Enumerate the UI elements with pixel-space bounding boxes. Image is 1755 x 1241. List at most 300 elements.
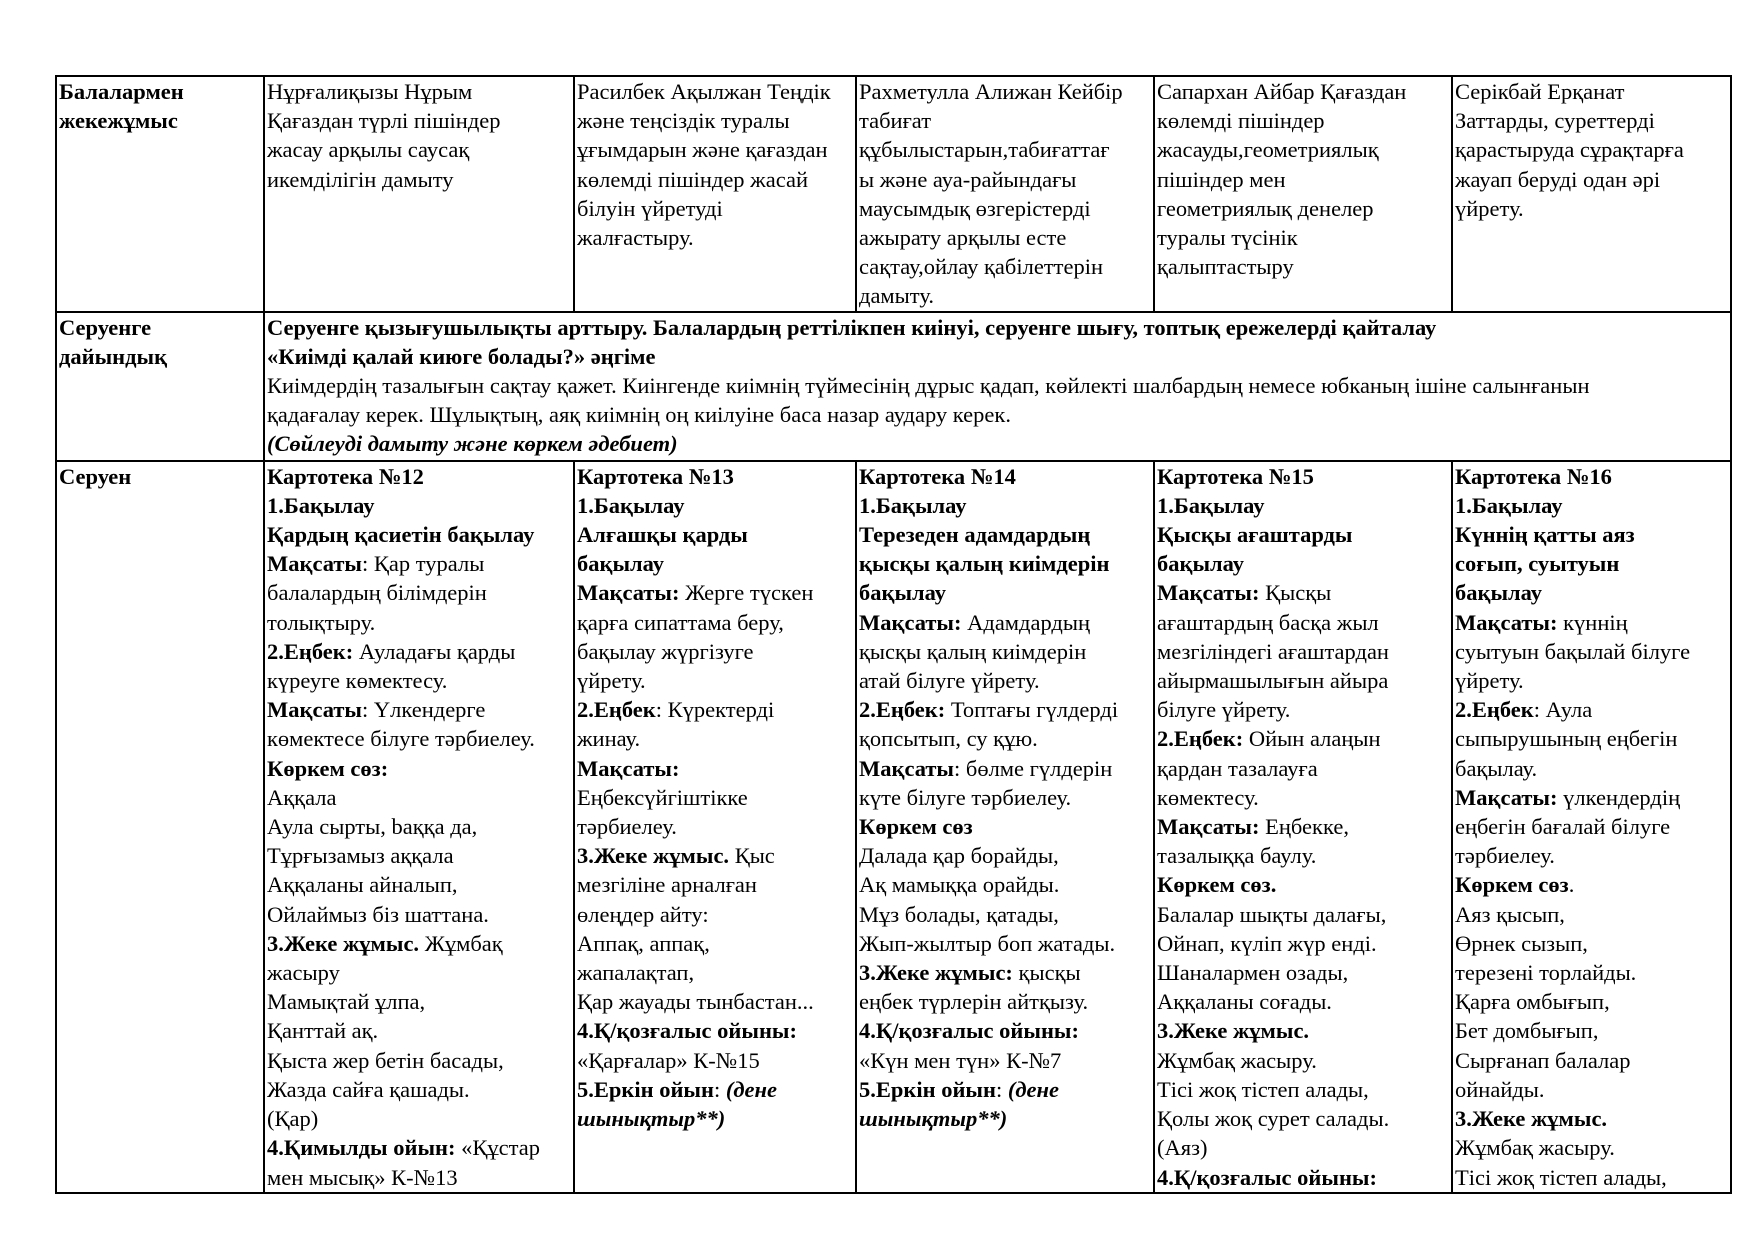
walk-prep-text: Киімдердің тазалығын сақтау қажет. Киінгенде киімнің түймесінің дұрыс қадап, көйлекті шалбардың немесе юбканың ішіне салынғанын	[267, 373, 1590, 399]
card-line	[267, 841, 572, 870]
card-line	[1157, 578, 1450, 607]
card-line-text: Еңбексүйгіштікке	[577, 784, 748, 810]
card-line-text: бақылау	[577, 551, 665, 577]
card-line	[859, 900, 1152, 929]
card-line-text: суытуын бақылай білуге	[1455, 638, 1691, 664]
card-line-text: өлеңдер айту:	[577, 901, 709, 927]
card-line	[577, 578, 854, 607]
card-line-text: Адамдардың	[961, 609, 1091, 635]
card-line-text: еңбегін бағалай білуге	[1455, 814, 1671, 840]
card-line-italic: шынықтыр**)	[577, 1106, 726, 1132]
walk-prep-area: (Сөйлеуді дамыту және көркем әдебиет)	[267, 431, 678, 457]
card-line-text: Аппақ, аппақ,	[577, 930, 710, 956]
card-line	[267, 812, 572, 841]
card-line	[859, 987, 1152, 1016]
card-line-text: : Аула	[1533, 697, 1593, 723]
card-line-text: Аула сырты, baққа да,	[267, 814, 478, 840]
card-line-text: жасыру	[267, 960, 340, 986]
card-line-text: Аққала	[267, 784, 337, 810]
card-line	[267, 1133, 572, 1162]
card-line	[267, 1104, 572, 1133]
card-line-text: Еңбекке,	[1259, 814, 1349, 840]
card-line-heading: 3.Жеке жұмыс.	[577, 843, 730, 869]
card-line-text: мезгіліндегі ағаштардан	[1157, 638, 1389, 664]
card-line-text: Картотека №13	[577, 463, 734, 489]
card-line	[267, 1046, 572, 1075]
card-line	[1157, 987, 1450, 1016]
card-line	[859, 608, 1152, 637]
card-line-text: Жерге түскен	[679, 580, 814, 606]
card-line-text: қардан тазалауға	[1157, 755, 1318, 781]
card-line	[577, 637, 854, 666]
card-line	[267, 491, 572, 520]
card-line-text: Топтағы гүлдерді	[945, 697, 1119, 723]
card-line	[1455, 520, 1729, 549]
card-line	[1157, 1163, 1450, 1192]
card-line-text: көмектесе білуге тәрбиелеу.	[267, 726, 535, 752]
card-line	[577, 783, 854, 812]
card-line	[1157, 608, 1450, 637]
card-line	[577, 462, 854, 491]
individual-work-cell	[574, 76, 856, 312]
cell-line: сақтау,ойлау қабілеттерін	[859, 254, 1104, 280]
card-line-text: Мұз болады, қатады,	[859, 901, 1059, 927]
card-line-text: 1.Бақылау	[859, 492, 967, 518]
card-line	[1157, 666, 1450, 695]
cell-line: ажырату арқылы есте	[859, 225, 1067, 251]
card-line	[267, 1163, 572, 1192]
card-line	[1157, 1016, 1450, 1045]
card-line-text: ойнайды.	[1455, 1076, 1545, 1102]
cell-line: Сапархан Айбар Қағаздан	[1157, 79, 1407, 104]
card-line-text: атай білуге үйрету.	[859, 668, 1040, 694]
cell-line: үйрету.	[1455, 195, 1524, 221]
card-line-text: Далада қар борайды,	[859, 843, 1059, 869]
card-line-text: бақылау	[1157, 551, 1245, 577]
card-line-text: Мамықтай ұлпа,	[267, 989, 426, 1015]
cell-line: дамыту.	[859, 283, 934, 309]
card-line-text: бақылау	[859, 580, 947, 606]
cell-line: туралы түсінік	[1157, 225, 1298, 251]
card-line-text: Тісі жоқ тістеп алады,	[1157, 1076, 1369, 1102]
walk-prep-text-2: қадағалау керек. Шұлықтың, аяқ киімнің оң киілуіне баса назар аудару керек.	[267, 402, 1011, 428]
cell-line: құбылыстарын,табиғаттағ	[859, 137, 1110, 163]
card-line	[267, 870, 572, 899]
card-line-text: үйрету.	[577, 668, 646, 694]
card-line	[1455, 900, 1729, 929]
card-line	[1455, 1046, 1729, 1075]
row-label-walk	[56, 461, 264, 1193]
card-line	[1157, 958, 1450, 987]
card-line-text: 1.Бақылау	[1157, 492, 1265, 518]
label-line: Серуен	[59, 463, 132, 489]
card-line-heading: 2.Еңбек	[1455, 697, 1534, 723]
walk-card-cell	[574, 461, 856, 1193]
card-line	[859, 1075, 1152, 1104]
card-line-heading: Мақсаты:	[577, 580, 680, 606]
card-line-text: Картотека №14	[859, 463, 1016, 489]
card-line	[267, 724, 572, 753]
card-line-text: қопсытып, су құю.	[859, 726, 1038, 752]
card-line-text: айырмашылығын айыра	[1157, 668, 1389, 694]
card-line-text: терезені торлайды.	[1455, 960, 1637, 986]
card-line	[267, 929, 572, 958]
card-line	[267, 783, 572, 812]
cell-line: пішіндер мен	[1157, 166, 1286, 192]
cell-line: Расилбек Ақылжан Теңдік	[577, 79, 831, 104]
card-line	[859, 520, 1152, 549]
card-line-text: тәрбиелеу.	[577, 814, 677, 840]
card-line-text: Шаналармен озады,	[1157, 960, 1349, 986]
card-line-text: 4.Қ/қозғалыс ойыны:	[859, 1018, 1079, 1044]
card-line	[859, 841, 1152, 870]
card-line-text: Ойлаймыз біз шаттана.	[267, 901, 489, 927]
walk-prep-heading-2: «Киімді қалай киюге болады?» әңгіме	[267, 343, 656, 369]
card-line-heading: Мақсаты:	[1157, 814, 1260, 840]
card-line-text: 1.Бақылау	[267, 492, 375, 518]
row-label-individual-work	[56, 76, 264, 312]
card-line	[1157, 1046, 1450, 1075]
card-line-text: бақылау жүргізуге	[577, 638, 754, 664]
card-line	[577, 1075, 854, 1104]
card-line-heading: Мақсаты:	[859, 609, 962, 635]
card-line	[1455, 462, 1729, 491]
card-line	[1455, 958, 1729, 987]
card-line-text: 4.Қ/қозғалыс ойыны:	[577, 1018, 797, 1044]
card-line	[577, 1046, 854, 1075]
card-line-text: күреуге көмектесу.	[267, 668, 448, 694]
card-line-text: Тісі жоқ тістеп алады,	[1455, 1164, 1667, 1190]
card-line	[1157, 695, 1450, 724]
card-line-text: Қыста жер бетін басады,	[267, 1047, 504, 1073]
card-line-text: Жұмбақ жасыру.	[1157, 1047, 1317, 1073]
card-line-text: тәрбиелеу.	[1455, 843, 1555, 869]
card-line-italic: (дене	[1007, 1076, 1059, 1102]
card-line	[859, 666, 1152, 695]
card-line	[1157, 549, 1450, 578]
card-line	[1455, 666, 1729, 695]
card-line	[1157, 812, 1450, 841]
cell-line: Рахметулла Алижан Кейбір	[859, 79, 1123, 104]
card-line-text: қысқы қалың киімдерін	[859, 638, 1087, 664]
card-line-heading: Мақсаты	[859, 755, 954, 781]
card-line	[1157, 1133, 1450, 1162]
card-line	[1455, 491, 1729, 520]
card-line	[1455, 1163, 1729, 1192]
card-line	[859, 1104, 1152, 1133]
card-line-text: Жазда сайға қашады.	[267, 1076, 470, 1102]
card-line	[577, 958, 854, 987]
card-line-text: Көркем сөз	[859, 814, 973, 840]
card-line	[267, 578, 572, 607]
individual-work-cell	[1154, 76, 1452, 312]
card-line-text: Жып-жылтыр боп жатады.	[859, 930, 1116, 956]
card-line-text: қарға сипаттама беру,	[577, 609, 784, 635]
card-line-text: Ойын алаңын	[1243, 726, 1381, 752]
card-line-text: жапалақтап,	[577, 960, 695, 986]
card-line	[267, 987, 572, 1016]
card-line	[1455, 929, 1729, 958]
card-line-text: Ойнап, күліп жүр енді.	[1157, 930, 1377, 956]
card-line-heading: 3.Жеке жұмыс.	[267, 930, 420, 956]
individual-work-cell	[1452, 76, 1731, 312]
card-line	[1157, 637, 1450, 666]
card-line-text: Сырғанап балалар	[1455, 1047, 1631, 1073]
card-line-text: Тұрғызамыз аққала	[267, 843, 454, 869]
card-line	[1157, 1075, 1450, 1104]
card-line	[1455, 695, 1729, 724]
card-line-text: қысқы	[1012, 960, 1081, 986]
card-line	[577, 870, 854, 899]
card-line	[1455, 637, 1729, 666]
walk-row	[56, 461, 1731, 1193]
card-line-text: Қарға омбығып,	[1455, 989, 1610, 1015]
individual-work-cell	[264, 76, 574, 312]
card-line-text: Ақ мамыққа орайды.	[859, 872, 1060, 898]
card-line-heading: Мақсаты:	[1157, 580, 1260, 606]
card-line	[267, 1075, 572, 1104]
card-line	[1157, 491, 1450, 520]
label-line: жекежұмыс	[59, 108, 178, 134]
card-line	[859, 1046, 1152, 1075]
card-line	[577, 841, 854, 870]
individual-work-row	[56, 76, 1731, 312]
individual-work-cell	[856, 76, 1154, 312]
card-line	[1157, 783, 1450, 812]
cell-line: Қағаздан түрлі пішіндер	[267, 108, 501, 134]
card-line	[1455, 608, 1729, 637]
card-line	[1157, 724, 1450, 753]
card-line-text: Көркем сөз.	[1157, 872, 1277, 898]
cell-line: білуін үйретуді	[577, 195, 723, 221]
card-line	[267, 462, 572, 491]
cell-line: көлемді пішіндер	[1157, 108, 1325, 134]
card-line-text: соғып, суытуын	[1455, 551, 1620, 577]
card-line-heading: 2.Еңбек:	[859, 697, 946, 723]
card-line-text: Картотека №15	[1157, 463, 1314, 489]
card-line	[577, 754, 854, 783]
card-line-text: Картотека №12	[267, 463, 424, 489]
card-line	[1157, 462, 1450, 491]
card-line	[859, 637, 1152, 666]
card-line-text: көмектесу.	[1157, 784, 1259, 810]
card-line	[1157, 900, 1450, 929]
cell-line: Заттарды, суреттерді	[1455, 108, 1655, 134]
card-line	[267, 520, 572, 549]
cell-line: көлемді пішіндер жасай	[577, 166, 808, 192]
cell-line: Серікбай Ерқанат	[1455, 79, 1625, 104]
card-line-text: білуге үйрету.	[1157, 697, 1291, 723]
card-line	[859, 1016, 1152, 1045]
card-line-heading: 3.Жеке жұмыс:	[859, 960, 1013, 986]
card-line	[859, 870, 1152, 899]
card-line-text: (Қар)	[267, 1106, 319, 1132]
card-line-text: үйрету.	[1455, 668, 1524, 694]
card-line-text: Картотека №16	[1455, 463, 1612, 489]
cell-line: икемділігін дамыту	[267, 166, 454, 192]
walk-prep-row	[56, 312, 1731, 461]
card-line	[1455, 724, 1729, 753]
card-line	[1455, 841, 1729, 870]
card-line	[859, 695, 1152, 724]
cell-line: геометриялық денелер	[1157, 195, 1374, 221]
card-line-text: күте білуге тәрбиелеу.	[859, 784, 1072, 810]
card-line	[577, 987, 854, 1016]
card-line	[1157, 1104, 1450, 1133]
card-line-text: бақылау.	[1455, 755, 1538, 781]
card-line	[577, 520, 854, 549]
card-line-heading: 5.Еркін ойын	[577, 1076, 714, 1102]
card-line	[1455, 1075, 1729, 1104]
card-line	[1455, 578, 1729, 607]
walk-card-cell	[1452, 461, 1731, 1193]
card-line-text: балалардың білімдерін	[267, 580, 487, 606]
card-line	[267, 608, 572, 637]
card-line-text: Күннің қатты аяз	[1455, 522, 1635, 548]
card-line	[859, 958, 1152, 987]
card-line-text: үлкендердің	[1557, 784, 1681, 810]
card-line	[1455, 987, 1729, 1016]
card-line-text: Қысқы ағаштарды	[1157, 522, 1353, 548]
cell-line: қарастыруда сұрақтарға	[1455, 137, 1684, 163]
card-line-text: Аққаланы айналып,	[267, 872, 458, 898]
card-line-heading: 2.Еңбек:	[267, 638, 354, 664]
card-line	[267, 958, 572, 987]
card-line-text: «Құстар	[455, 1135, 540, 1161]
card-line	[1455, 870, 1729, 899]
daily-plan-table	[55, 75, 1732, 1194]
card-line-text: Бет домбығып,	[1455, 1018, 1599, 1044]
card-line	[1157, 841, 1450, 870]
card-line-text: Аққаланы соғады.	[1157, 989, 1332, 1015]
card-line-text: мезгіліне арналған	[577, 872, 757, 898]
card-line	[577, 666, 854, 695]
cell-line: жалғастыру.	[577, 225, 694, 251]
card-line	[859, 724, 1152, 753]
card-line	[577, 549, 854, 578]
card-line	[267, 637, 572, 666]
card-line-text: жинау.	[577, 726, 641, 752]
card-line	[859, 783, 1152, 812]
walk-prep-content	[264, 312, 1731, 461]
card-line-text: Мақсаты:	[577, 755, 680, 781]
card-line-text: Өрнек сызып,	[1455, 930, 1588, 956]
card-line-text: (Аяз)	[1157, 1135, 1208, 1161]
card-line	[577, 1104, 854, 1133]
card-line-text: Қар жауады тынбастан...	[577, 989, 814, 1015]
card-line-text: қысқы қалың киімдерін	[859, 551, 1110, 577]
card-line-text: Балалар шықты далағы,	[1157, 901, 1387, 927]
label-line: дайындық	[59, 343, 168, 369]
card-line-text: Ауладағы қарды	[353, 638, 516, 664]
card-line-text: «Күн мен түн» К-№7	[859, 1047, 1062, 1073]
card-line-text: Жұмбақ	[419, 930, 503, 956]
card-line-text: мен мысық» К-№13	[267, 1164, 458, 1190]
cell-line: және теңсіздік туралы	[577, 108, 790, 134]
card-line	[1455, 812, 1729, 841]
card-line-text: 3.Жеке жұмыс.	[1455, 1106, 1608, 1132]
card-line-text: бақылау	[1455, 580, 1543, 606]
card-line-text: Аяз қысып,	[1455, 901, 1565, 927]
card-line	[1157, 520, 1450, 549]
card-line-text: сыпырушының еңбегін	[1455, 726, 1678, 752]
card-line-text: ағаштардың басқа жыл	[1157, 609, 1379, 635]
card-line-text: 1.Бақылау	[577, 492, 685, 518]
label-line: Балалармен	[59, 79, 184, 104]
cell-line: жауап беруді одан әрі	[1455, 166, 1661, 192]
card-line-text: Қолы жоқ сурет салады.	[1157, 1106, 1390, 1132]
card-line-heading: Мақсаты:	[1455, 784, 1558, 810]
card-line-text: 1.Бақылау	[1455, 492, 1563, 518]
cell-line: ы және ауа-райындағы	[859, 166, 1077, 192]
card-line-text: 3.Жеке жұмыс.	[1157, 1018, 1310, 1044]
card-line-text: : Қар туралы	[362, 551, 485, 577]
card-line	[267, 549, 572, 578]
card-line	[859, 491, 1152, 520]
card-line	[577, 812, 854, 841]
card-line	[859, 549, 1152, 578]
card-line-text: еңбек түрлерін айтқызу.	[859, 989, 1089, 1015]
card-line	[577, 724, 854, 753]
card-line	[577, 491, 854, 520]
card-line-text: Алғашқы қарды	[577, 522, 748, 548]
card-line	[859, 754, 1152, 783]
card-line	[577, 608, 854, 637]
card-line-text: тазалыққа баулу.	[1157, 843, 1317, 869]
card-line	[267, 900, 572, 929]
card-line	[859, 929, 1152, 958]
card-line	[577, 695, 854, 724]
card-line	[1455, 1133, 1729, 1162]
card-line-heading: Мақсаты	[267, 551, 362, 577]
card-line-heading: 2.Еңбек	[577, 697, 656, 723]
card-line-text: Жұмбақ жасыру.	[1455, 1135, 1615, 1161]
cell-line: Нұрғалиқызы Нұрым	[267, 79, 473, 104]
card-line-text: Қыс	[729, 843, 775, 869]
card-line-text: Қанттай ақ.	[267, 1018, 379, 1044]
card-line-text: Терезеден адамдардың	[859, 522, 1091, 548]
card-line	[1455, 1104, 1729, 1133]
walk-card-cell	[264, 461, 574, 1193]
card-line-heading: Мақсаты	[267, 697, 362, 723]
card-line	[267, 754, 572, 783]
card-line-heading: 5.Еркін ойын	[859, 1076, 996, 1102]
card-line-text: : бөлме гүлдерін	[954, 755, 1113, 781]
cell-line: табиғат	[859, 108, 932, 134]
cell-line: жасауды,геометриялық	[1157, 137, 1379, 163]
card-line-text: 4.Қ/қозғалыс ойыны:	[1157, 1164, 1377, 1190]
card-line	[1157, 870, 1450, 899]
card-line-text: толықтыру.	[267, 609, 376, 635]
cell-line: ұғымдарын және қағаздан	[577, 137, 828, 163]
card-line	[1455, 783, 1729, 812]
card-line	[1157, 754, 1450, 783]
card-line	[267, 695, 572, 724]
card-line-text: «Қарғалар» К-№15	[577, 1047, 760, 1073]
card-line-heading: Көркем сөз	[1455, 872, 1569, 898]
card-line-text: Қардың қасиетін бақылау	[267, 522, 535, 548]
card-line-text: Қысқы	[1259, 580, 1332, 606]
card-line	[1455, 549, 1729, 578]
card-line	[577, 929, 854, 958]
walk-prep-heading: Серуенге қызығушылықты арттыру. Балалардың реттілікпен киінуі, серуенге шығу, топтық ережелерді қайталау	[267, 314, 1437, 340]
cell-line: маусымдық өзгерістерді	[859, 195, 1091, 221]
label-line: Серуенге	[59, 314, 152, 340]
card-line	[577, 900, 854, 929]
card-line-heading: 4.Қимылды ойын:	[267, 1135, 456, 1161]
card-line	[267, 1016, 572, 1045]
card-line-text: Көркем сөз:	[267, 755, 389, 781]
